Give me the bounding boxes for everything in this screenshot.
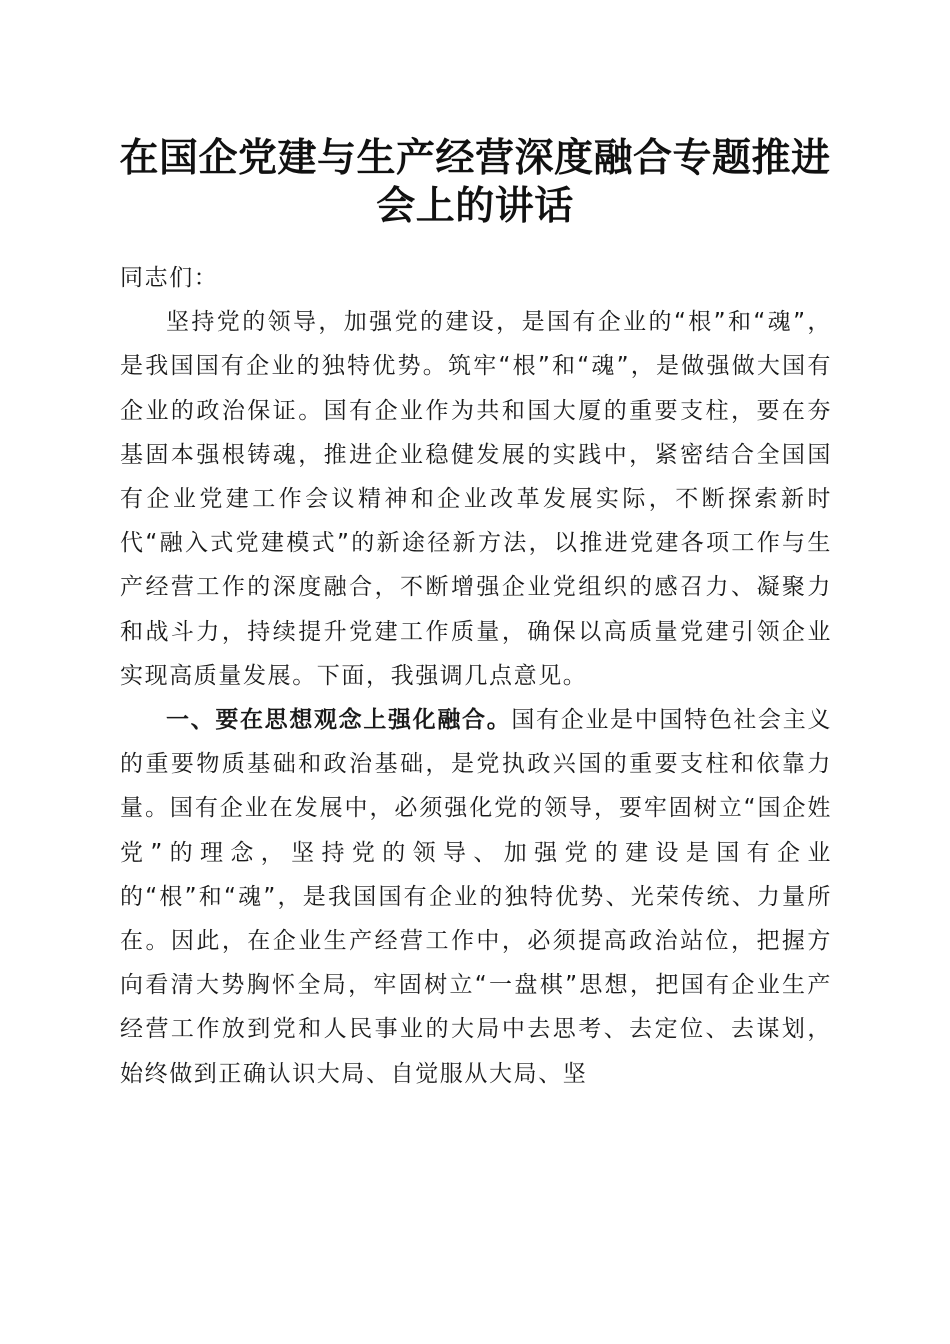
section-1-text: 国有企业是中国特色社会主义的重要物质基础和政治基础，是党执政兴国的重要支柱和依靠力量。国有企业在发展中，必须强化党的领导，要牢固树立“国企姓党”的理念，坚持党的领导、加强党的建设是国有企业的“根”和“魂”，是我国国有企业的独特优势、光荣传统、力量所在。因此，在企业生产经营工作中，必须提高政治站位，把握方向看清大势胸怀全局，牢固树立“一盘棋”思想，把国有企业生产经营工作放到党和人民事业的大局中去思考、去定位、去谋划，始终做到正确认识大局、自觉服从大局、坚 [120,707,832,1087]
intro-paragraph: 坚持党的领导，加强党的建设，是国有企业的“根”和“魂”，是我国国有企业的独特优势。筑牢“根”和“魂”，是做强做大国有企业的政治保证。国有企业作为共和国大厦的重要支柱，要在夯基固本强根铸魂，推进企业稳健发展的实践中，紧密结合全国国有企业党建工作会议精神和企业改革发展实际，不断探索新时代“融入式党建模式”的新途径新方法，以推进党建各项工作与生产经营工作的深度融合，不断增强企业党组织的感召力、凝聚力和战斗力，持续提升党建工作质量，确保以高质量党建引领企业实现高质量发展。下面，我强调几点意见。 [120,309,832,689]
section-1-heading: 一、要在思想观念上强化融合。 [166,707,512,734]
document-body [120,256,832,1096]
document-title: 在国企党建与生产经营深度融合专题推进会上的讲话 [119,135,831,229]
section-1-paragraph [120,698,832,1096]
salutation: 同志们： [120,265,219,291]
